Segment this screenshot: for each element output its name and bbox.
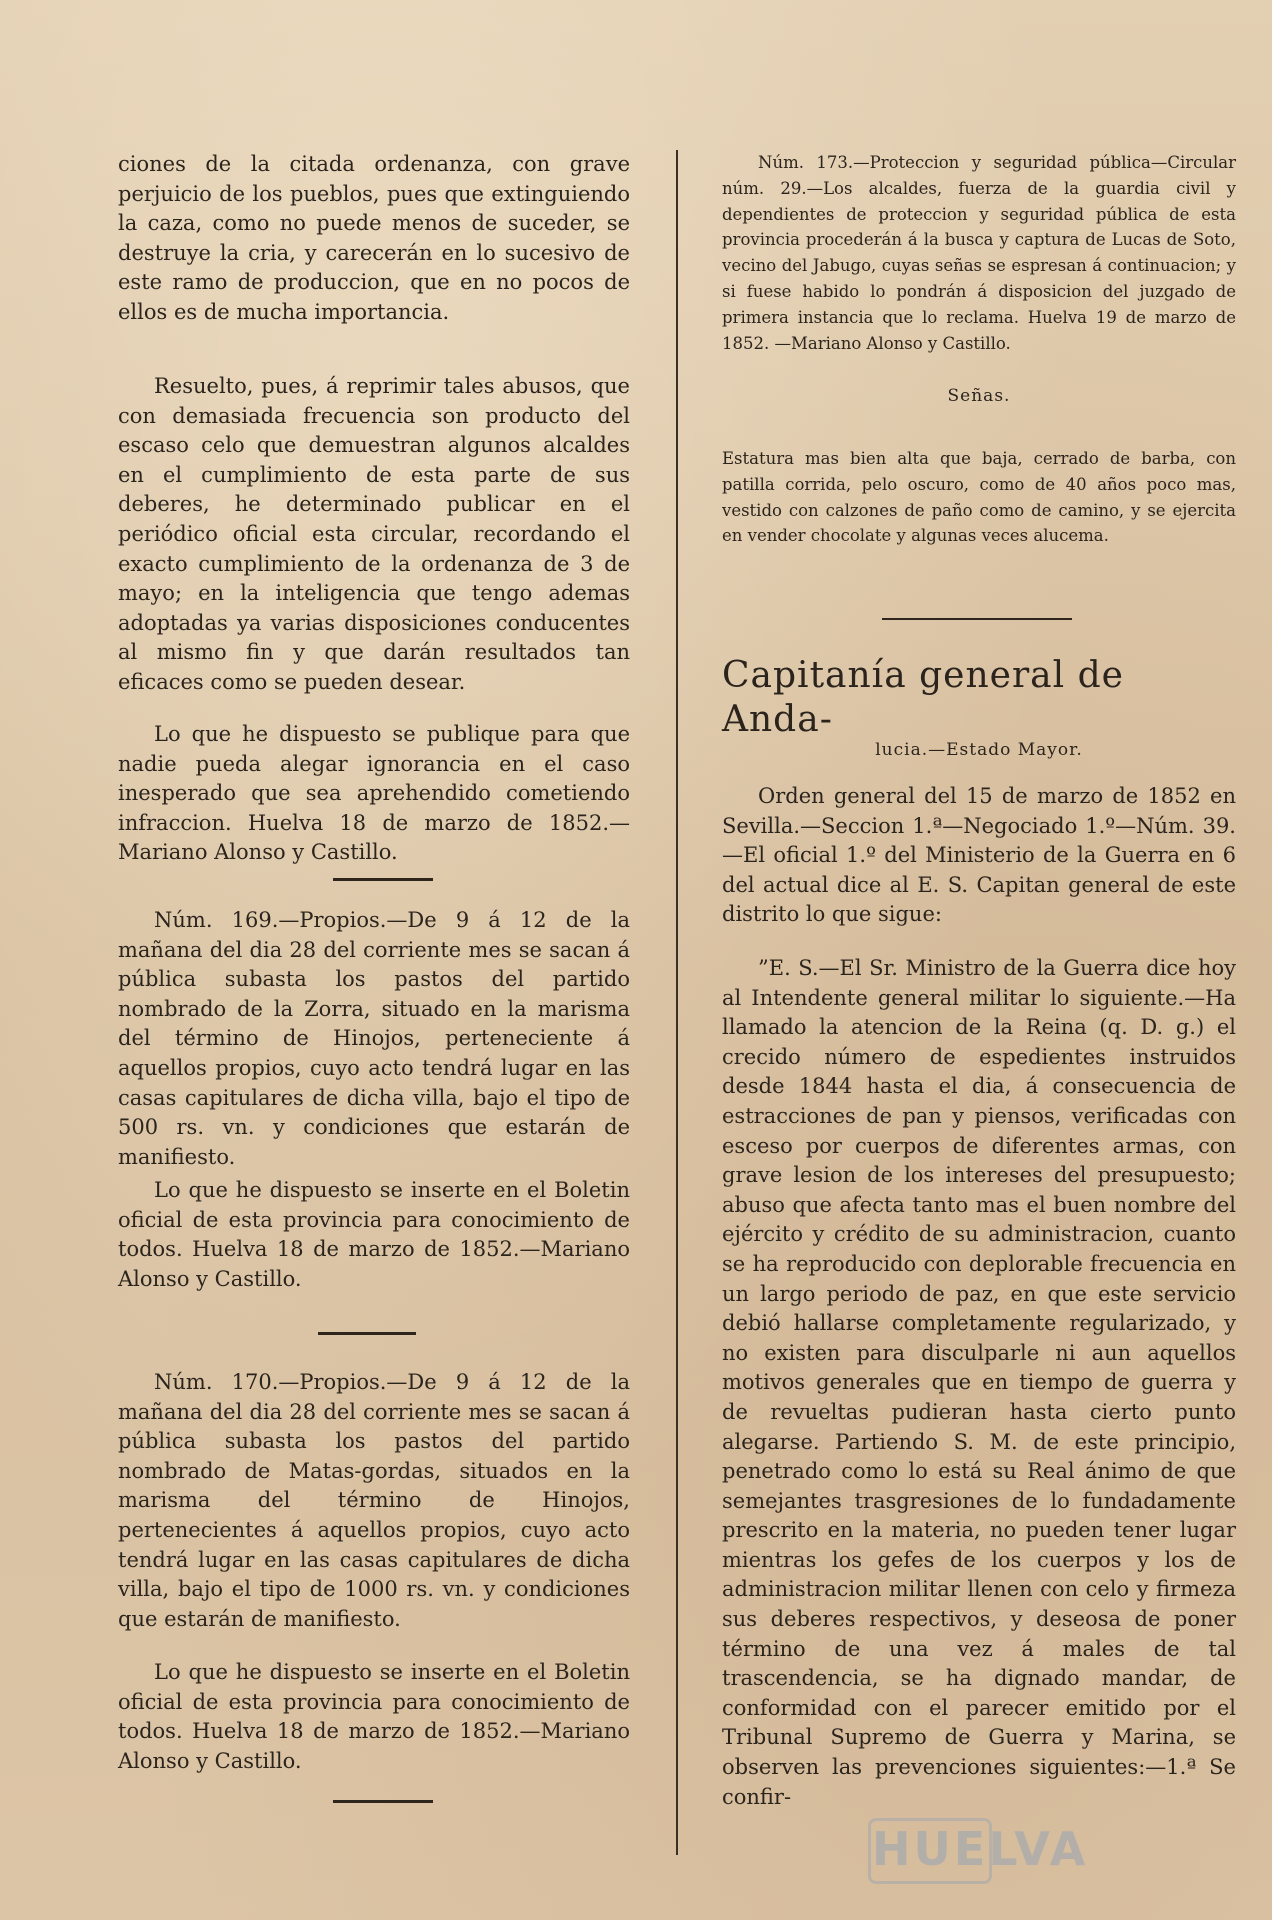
paragraph-orden-general: Orden general del 15 de marzo de 1852 en Sevilla.—Seccion 1.ª—Negociado 1.º—Núm. 39.—El oficial 1.º del Ministerio de la Guerra en 6 del actual dice al E. S. Capitan general de este distrito lo que sigue:: [722, 784, 1236, 927]
column-divider: [676, 150, 678, 1855]
paragraph-publique: Lo que he dispuesto se publique para que nadie pueda alegar ignorancia en el caso inesperado que sea aprehendido cometiendo infraccion. Huelva 18 de marzo de 1852.—Mariano Alonso y Castillo.: [118, 722, 630, 865]
paragraph-ministro-guerra: ”E. S.—El Sr. Ministro de la Guerra dice hoy al Intendente general militar lo siguiente.—Ha llamado la atencion de la Reina (q. D. g.) el crecido número de espedientes instruidos desde 1844 hasta el dia, á consecuencia de estracciones de pan y piensos, verificadas con esceso por cuerpos de diferentes armas, con grave lesion de los intereses del presupuesto; abuso que afecta tanto mas el buen nombre del ejército y crédito de su administracion, cuanto se ha reproducido con deplorable frecuencia en un largo periodo de paz, en que este servicio debió hallarse completamente regularizado, y no existen para disculparle ni aun aquellos motivos generales que en tiempo de guerra y de revueltas pudieran hasta cierto punto alegarse. Partiendo S. M. de este principio, penetrado como lo está su Real ánimo de que semejantes trasgresiones de lo fundadamente prescrito en la materia, no pueden tener lugar mientras los gefes de los cuerpos y los de administracion militar llenen con celo y firmeza sus deberes respectivos, y deseosa de poner término de una vez á males de tal trascendencia, se ha dignado mandar, de conformidad con el parecer emitido por el Tribunal Supremo de Guerra y Marina, se observen las prevenciones siguientes:—1.ª Se confir-: [722, 956, 1236, 1809]
paragraph-inserte-170: Lo que he dispuesto se inserte en el Boletin oficial de esta provincia para conocimiento de todos. Huelva 18 de marzo de 1852.—Mariano Alonso y Castillo.: [118, 1660, 630, 1773]
paragraph-ordenanza: ciones de la citada ordenanza, con grave perjuicio de los pueblos, pues que extinguiendo la caza, como no puede menos de suceder, se destruye la cria, y carecerán en lo sucesivo de este ramo de produccion, que en no pocos de ellos es de mucha importancia.: [118, 152, 630, 324]
notice-num-173: Núm. 173.—Proteccion y seguridad pública—Circular núm. 29.—Los alcaldes, fuerza de la guardia civil y dependientes de proteccion y seguridad pública de esta provincia procederán á la busca y captura de Lucas de Soto, vecino del Jabugo, cuyas señas se espresan á continuacion; y si fuese habido lo pondrán á disposicion del juzgado de primera instancia que lo reclama. Huelva 19 de marzo de 1852. —Mariano Alonso y Castillo.: [722, 153, 1236, 353]
heading-capitania: Capitanía general de Anda-: [722, 655, 1124, 740]
watermark-huelva: HUELVA: [872, 1822, 1089, 1876]
divider-3: [118, 1778, 630, 1818]
divider-right: [722, 584, 1236, 648]
senas-label: Señas.: [947, 386, 1011, 406]
right-column: [722, 150, 1236, 1812]
notice-num-169: Núm. 169.—Propios.—De 9 á 12 de la mañana del dia 28 del corriente mes se sacan á pública subasta los pastos del partido nombrado de la Zorra, situado en la marisma del término de Hinojos, perteneciente á aquellos propios, cuyo acto tendrá lugar en las casas capitulares de dicha villa, bajo el tipo de 500 rs. vn. y condiciones que estarán de manifiesto.: [118, 908, 630, 1169]
divider-2: [118, 1294, 630, 1362]
paragraph-inserte-169: Lo que he dispuesto se inserte en el Boletin oficial de esta provincia para conocimiento de todos. Huelva 18 de marzo de 1852.—Mariano Alonso y Castillo.: [118, 1178, 630, 1291]
paragraph-resuelto: Resuelto, pues, á reprimir tales abusos, que con demasiada frecuencia son producto del escaso celo que demuestran algunos alcaldes en el cumplimiento de esta parte de sus deberes, he determinado publicar en el periódico oficial esta circular, recordando el exacto cumplimiento de la ordenanza de 3 de mayo; en la inteligencia que tengo ademas adoptadas ya varias disposiciones conducentes al mismo fin y que darán resultados tan eficaces como se pueden desear.: [118, 374, 630, 694]
notice-num-170: Núm. 170.—Propios.—De 9 á 12 de la mañana del dia 28 del corriente mes se sacan á pública subasta los pastos del partido nombrado de Matas-gordas, situados en la marisma del término de Hinojos, pertenecientes á aquellos propios, cuyo acto tendrá lugar en las casas capitulares de dicha villa, bajo el tipo de 1000 rs. vn. y condiciones que estarán de manifiesto.: [118, 1370, 630, 1631]
paragraph-senas: Estatura mas bien alta que baja, cerrado de barba, con patilla corrida, pelo oscuro, como de 40 años poco mas, vestido con calzones de paño como de camino, y se ejercita en vender chocolate y algunas veces alucema.: [722, 449, 1236, 546]
divider-1: [118, 848, 630, 898]
subheading-estado-mayor: lucia.—Estado Mayor.: [875, 740, 1083, 760]
left-column: [118, 150, 630, 1818]
